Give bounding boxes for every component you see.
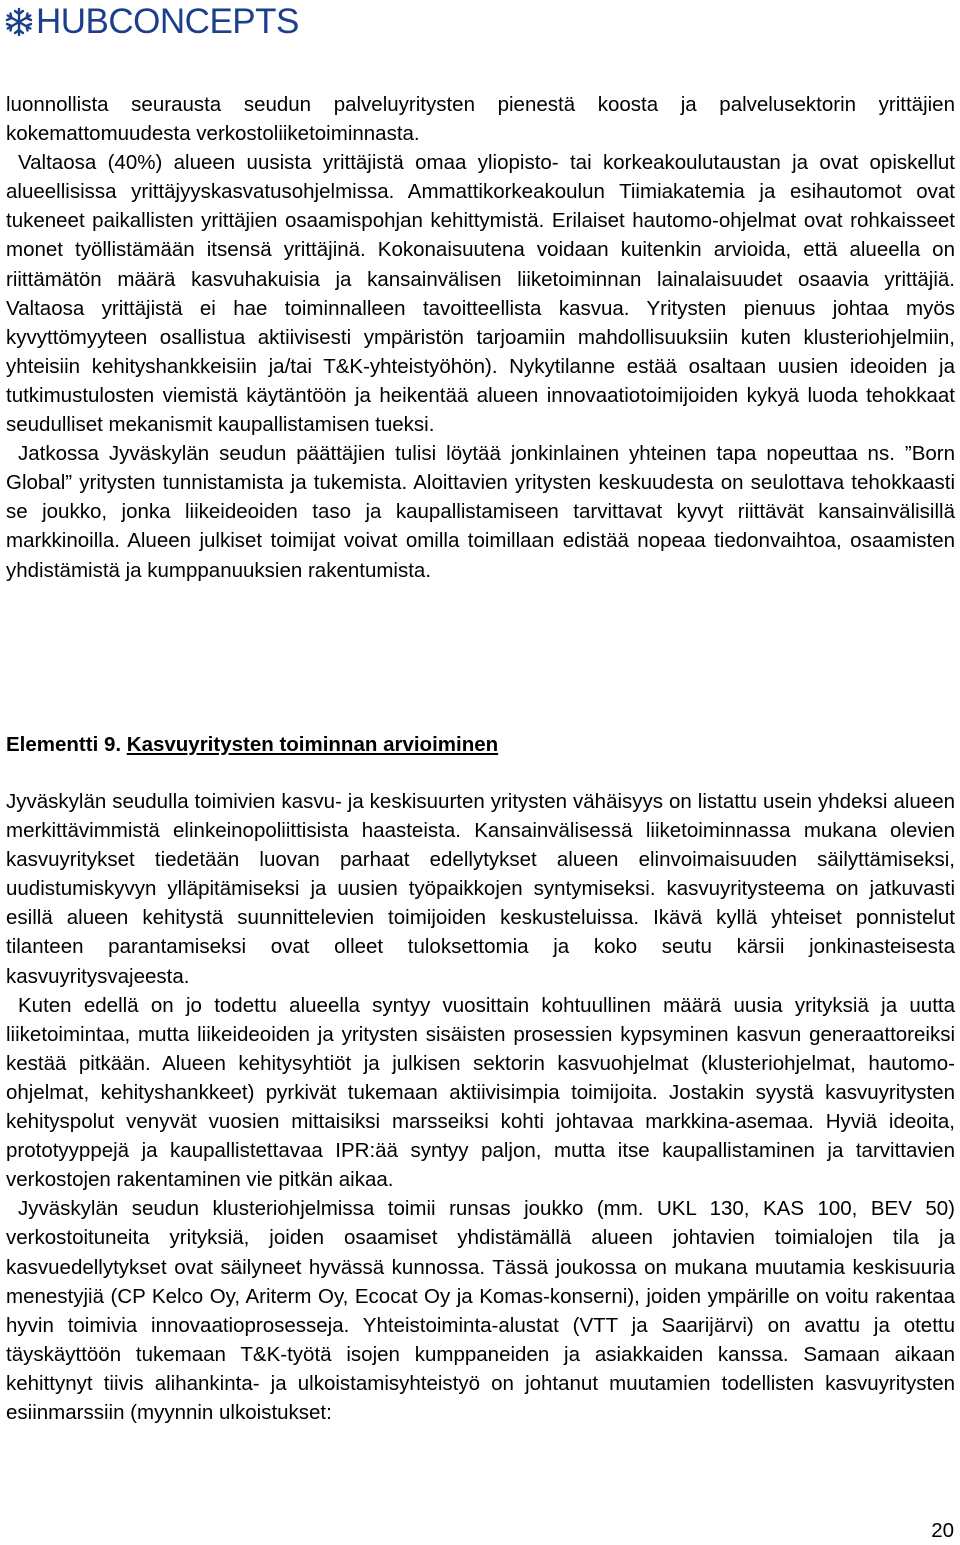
paragraph: Jatkossa Jyväskylän seudun päättäjien tulisi löytää jonkinlainen yhteinen tapa nopeuttaa ns. ”Born Global” yritysten tunnistamista ja tukemista. Aloittavien yritysten keskuudesta on seulottava tehokkaasti se joukko, jonka liikeideoiden taso ja kaupallistamiseen tarvittavat kyvyt riittävät kansainvälisillä markkinoilla. Alueen julkiset toimijat voivat omilla toimillaan edistää nopeaa tiedonvaihtoa, osaamisten yhdistämistä ja kumppanuuksien rakentumista. [6,442,955,582]
paragraph: Valtaosa (40%) alueen uusista yrittäjistä omaa yliopisto- tai korkeakoulutaustan ja ovat opiskellut alueellisissa yrittäjyyskasvatusohjelmissa. Ammattikorkeakoulun Tiimiakatemia ja esihautomot ovat tukeneet paikallisten yrittäjien osaamispohjan kehittymistä. Erilaiset hautomo-ohjelmat ovat rohkaisseet monet työllistämään itsensä yrittäjinä. Kokonaisuutena voidaan kuitenkin arvioida, että alueella on riittämätön määrä kasvuhakuisia ja kansainvälisen liiketoiminnan lainalaisuudet osaavia yrittäjiä. Valtaosa yrittäjistä ei hae toiminnalleen tavoitteellista kasvua. Yritysten pienuus johtaa myös kyvyttömyyteen osallistua aktiivisesti ympäristön tarjoamiin mahdollisuuksiin kuten klusteriohjelmiin, yhteisiin kehityshankkeisiin ja/tai T&K-yhteistyöhön). Nykytilanne estää osaltaan uusien ideoiden ja tutkimustulosten viemistä käytäntöön ja heikentää alueen innovaatiotoimijoiden kykyä luoda tehokkaat seudulliset mekanismit kaupallistamisen tueksi. [6,151,955,437]
body-text-top [6,90,955,585]
heading-prefix: Elementti 9. [6,733,127,756]
page-number: 20 [931,1519,954,1542]
hubconcepts-logo [4,2,299,42]
logo-wordmark: HUBCONCEPTS [36,2,299,41]
snowflake-icon [4,7,34,37]
heading-title: Kasvuyritysten toiminnan arvioiminen [126,733,499,756]
paragraph: Kuten edellä on jo todettu alueella syntyy vuosittain kohtuullinen määrä uusia yrityksiä ja uutta liiketoimintaa, mutta liikeideoiden ja yritysten sisäisten prosessien kypsyminen kasvun generaattoreiksi kestää pitkään. Alueen kehitysyhtiöt ja julkisen sektorin kasvuohjelmat (klusteriohjelmat, hautomo-ohjelmat, kehityshankkeet) pyrkivät tukemaan aktiivisimpia toimijoita. Jostakin syystä kasvuyritysten kehityspolut venyvät vuosien mittaisiksi marsseiksi kohti johtavaa markkina-asemaa. Hyviä ideoita, prototyyppejä ja kaupallistettavaa IPR:ää syntyy paljon, mutta itse kaupallistaminen ja tarvittavien verkostojen rakentaminen vie pitkän aikaa. [6,993,955,1192]
paragraph: Jyväskylän seudun klusteriohjelmissa toimii runsas joukko (mm. UKL 130, KAS 100, BEV 50) verkostoituneita yrityksiä, joiden osaamiset yhdistämällä alueen johtavien toimialojen tila ja kasvuedellytykset ovat säilyneet hyvässä kunnossa. Tässä joukossa on mukana muutamia keskisuuria menestyjiä (CP Kelco Oy, Ariterm Oy, Ecocat Oy ja Komas-konserni), joiden ympärille on voitu rakentaa hyvin toimivia innovaatioprosesseja. Yhteistoiminta-alustat (VTT ja Saarijärvi) on avattu ja otettu täyskäyttöön tukemaan T&K-työtä isojen kumppaneiden ja asiakkaiden kanssa. Samaan aikaan kehittynyt tiivis alihankinta- ja ulkoistamisyhteistyö on johtanut muutamien todellisten kasvuyritysten esiinmarssiin (myynnin ulkoistukset: [6,1197,955,1424]
paragraph: Jyväskylän seudulla toimivien kasvu- ja keskisuurten yritysten vähäisyys on listattu usein yhdeksi alueen merkittävimmistä elinkeinopoliittisista haasteista. Kansainvälisessä liiketoiminnassa mukana olevien kasvuyritykset tiedetään luovan parhaat edellytykset alueen elinvoimaisuuden säilyttämiseksi, uudistumiskyvyn ylläpitämiseksi ja uusien työpaikkojen syntymiseksi. kasvuyritysteema on jatkuvasti esillä alueen kehitystä suunnittelevien toimijoiden keskusteluissa. Ikävä kyllä yhteiset ponnistelut tilanteen parantamiseksi ovat olleet tuloksettomia ja koko seutu kärsii jonkinasteisesta kasvuyritysvajeesta. [6,790,955,988]
section-heading [6,730,498,759]
paragraph: luonnollista seurausta seudun palveluyritysten pienestä koosta ja palvelusektorin yrittäjien kokemattomuudesta verkostoliiketoiminnasta. [6,93,955,146]
body-text-bottom [6,787,955,1427]
